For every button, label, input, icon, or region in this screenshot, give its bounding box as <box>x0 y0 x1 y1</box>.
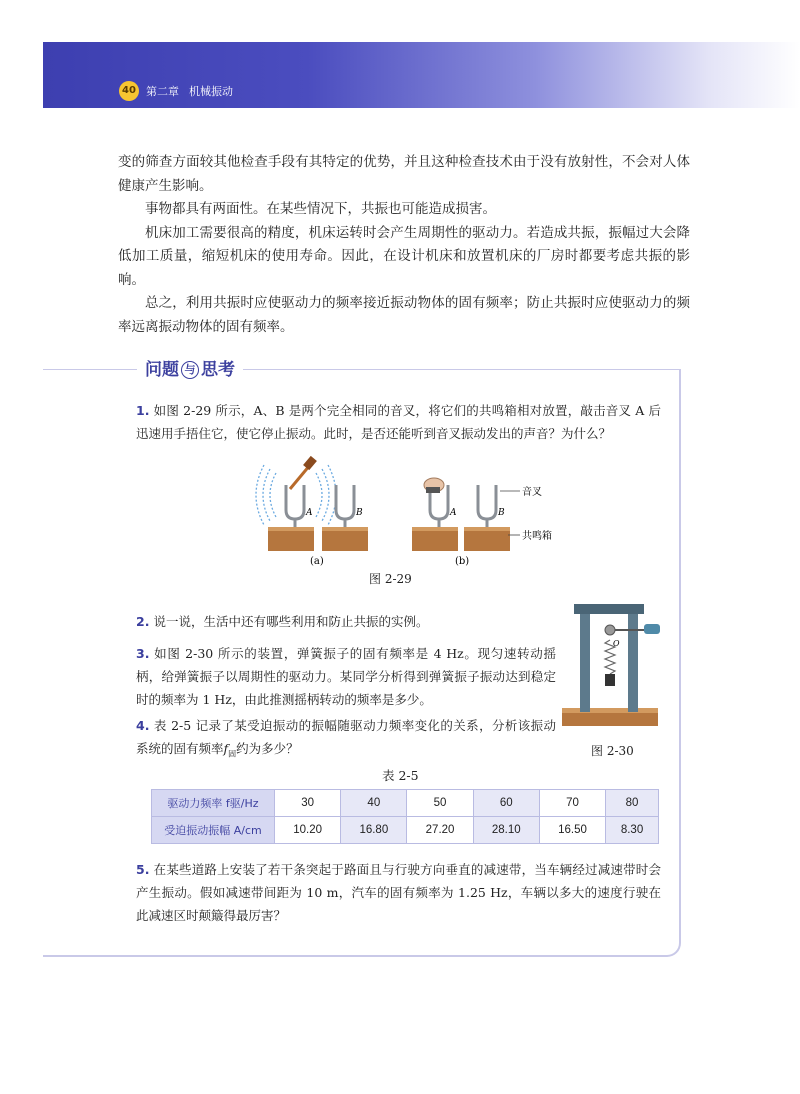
table-row <box>152 790 659 817</box>
row1-header: 驱动力频率 f驱/Hz <box>152 790 275 817</box>
subfigure-b-label: (b) <box>455 556 470 567</box>
table-cell: 70 <box>539 790 605 817</box>
question-3-number: 3. <box>136 646 150 661</box>
weight-block <box>605 674 615 686</box>
resonance-box-b <box>322 531 368 551</box>
figure-2-30-caption: 图 2-30 <box>591 744 634 758</box>
table-cell: 27.20 <box>407 817 473 844</box>
question-2-number: 2. <box>136 614 150 629</box>
frame-left-post <box>580 608 590 712</box>
section-title-a: 问题 <box>145 360 179 380</box>
tuning-fork-b2-icon <box>478 485 496 531</box>
base-board <box>562 712 658 726</box>
fork-a2-label: A <box>450 508 457 518</box>
question-1-text: 如图 2-29 所示，A、B 是两个完全相同的音叉，将它们的共鸣箱相对放置，敲击音叉 A 后迅速用手捂住它，使它停止振动。此时，是否还能听到音叉振动发出的声音？为什么？ <box>136 403 661 441</box>
table-cell: 30 <box>275 790 341 817</box>
question-1-number: 1. <box>136 403 150 418</box>
table-cell: 80 <box>606 790 659 817</box>
paragraph-1: 变的筛查方面较其他检查手段有其特定的优势，并且这种检查技术由于没有放射性，不会对人体健康产生影响。 <box>118 154 690 194</box>
fork-a-label: A <box>306 508 313 518</box>
page-number-badge: 40 <box>119 81 139 101</box>
section-title-joiner: 与 <box>181 361 199 379</box>
sound-waves-icon <box>256 465 336 525</box>
question-4-symbol: f <box>223 741 229 756</box>
crank-handle-icon <box>644 624 660 634</box>
table-cell: 60 <box>473 790 539 817</box>
body-text <box>118 151 690 339</box>
question-3 <box>136 642 556 711</box>
data-table <box>151 789 659 844</box>
question-4-number: 4. <box>136 718 150 733</box>
question-2-text: 说一说，生活中还有哪些利用和防止共振的实例。 <box>153 614 429 629</box>
question-4-text-b: 约为多少？ <box>236 741 299 756</box>
row2-header: 受迫振动振幅 A/cm <box>152 817 275 844</box>
chapter-title: 机械振动 <box>189 85 233 98</box>
table-cell: 28.10 <box>473 817 539 844</box>
table-cell: 10.20 <box>275 817 341 844</box>
figure-2-29-caption: 图 2-29 <box>369 572 412 586</box>
fork-b2-label: B <box>498 508 505 518</box>
fork-b-label: B <box>356 508 363 518</box>
question-4-subscript: 固 <box>228 749 237 759</box>
hammer-icon <box>290 456 317 489</box>
subfigure-a-label: (a) <box>310 556 324 567</box>
crank-wheel-icon <box>605 625 615 635</box>
table-row <box>152 817 659 844</box>
question-2 <box>136 610 556 633</box>
question-5-number: 5. <box>136 862 150 877</box>
table-cell: 16.50 <box>539 817 605 844</box>
tuning-fork-a-icon <box>286 485 304 531</box>
tuning-fork-b-icon <box>336 485 354 531</box>
callout-resonance-box: 共鸣箱 <box>522 531 552 542</box>
paragraph-3: 机床加工需要很高的精度，机床运转时会产生周期性的驱动力。若造成共振，振幅过大会降低加工质量，缩短机床的使用寿命。因此，在设计机床和放置机床的厂房时都要考虑共振的影响。 <box>118 224 690 288</box>
section-title-b: 思考 <box>201 360 235 380</box>
question-5-text: 在某些道路上安装了若干条突起于路面且与行驶方向垂直的减速带，当车辆经过减速带时会产生振动。假如减速带间距为 10 m，汽车的固有频率为 1.25 Hz，车辆以多大的速度行驶在此减速区时颠簸得最厉害？ <box>136 862 661 923</box>
question-1 <box>136 399 661 445</box>
figure-2-29 <box>250 455 570 570</box>
section-title <box>137 355 243 380</box>
question-4 <box>136 714 556 766</box>
paragraph-4: 总之，利用共振时应使驱动力的频率接近振动物体的固有频率；防止共振时应使驱动力的频率远离振动物体的固有频率。 <box>118 295 690 335</box>
hand-icon <box>424 478 444 493</box>
paragraph-2: 事物都具有两面性。在某些情况下，共振也可能造成损害。 <box>145 201 496 217</box>
figure-2-30 <box>560 600 670 735</box>
frame-right-post <box>628 608 638 712</box>
table-caption: 表 2-5 <box>382 768 419 783</box>
table-cell: 40 <box>341 790 407 817</box>
table-cell: 50 <box>407 790 473 817</box>
question-3-text: 如图 2-30 所示的装置，弹簧振子的固有频率是 4 Hz。现匀速转动摇柄，给弹簧振子以周期性的驱动力。某同学分析得到弹簧振子振动达到稳定时的频率为 1 Hz，由此推测摇柄转动的频率是多少。 <box>136 646 556 707</box>
table-cell: 8.30 <box>606 817 659 844</box>
frame-top-beam <box>574 604 644 614</box>
point-o-label: O <box>613 639 620 648</box>
chapter-number: 第二章 <box>146 85 179 98</box>
question-4-text-a: 表 2-5 记录了某受迫振动的振幅随驱动力频率变化的关系，分析该振动系统的固有频率 <box>136 718 556 756</box>
resonance-box-a <box>268 531 314 551</box>
question-5 <box>136 858 661 927</box>
table-cell: 16.80 <box>341 817 407 844</box>
callout-tuning-fork: 音叉 <box>522 487 542 498</box>
chapter-heading <box>146 83 243 99</box>
